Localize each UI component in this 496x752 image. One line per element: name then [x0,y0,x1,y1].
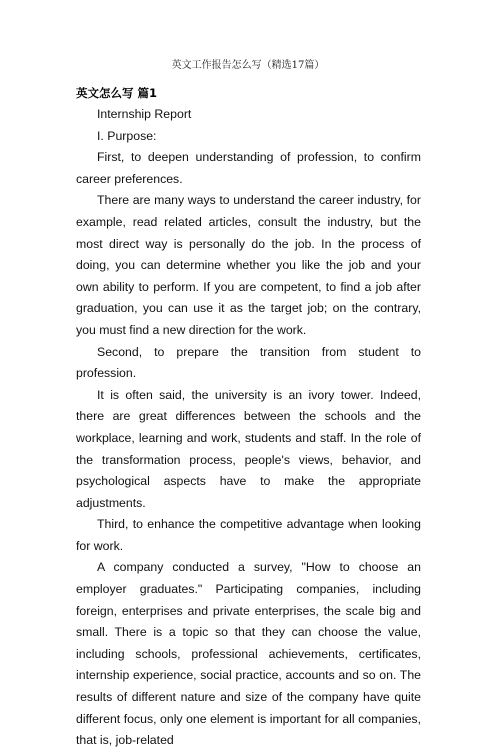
paragraph: A company conducted a survey, "How to choose an employer graduates." Participating companies, including foreign, enterprises and private enterprises, the scale big and small. There is a topic so that they can choose the value, including schools, professional achievements, certificates, internship experience, social practice, accounts and so on. The results of different nature and size of the company have quite different focus, only one element is important for all companies, that is, job-related [76,560,421,748]
paragraph: It is often said, the university is an ivory tower. Indeed, there are great differences between the schools and the workplace, learning and work, students and staff. In the role of the transformation process, people's views, behavior, and psychological aspects have to make the appropriate adjustments. [76,387,421,510]
section-heading: 英文怎么写 篇1 [76,86,158,100]
paragraph: Second, to prepare the transition from student to profession. [76,344,421,381]
paragraph-purpose-heading: I. Purpose: [97,128,157,143]
paragraph: First, to deepen understanding of profession, to confirm career preferences. [76,150,421,186]
paragraph: Third, to enhance the competitive advantage when looking for work. [76,517,421,553]
document-header: 英文工作报告怎么写（精选17篇） [171,60,325,71]
paragraph: There are many ways to understand the career industry, for example, read related articles, consult the industry, but the most direct way is personally do the job. In the process of doing, you can determine whether you like the job and your own ability to perform. If you are competent, to find a job after graduation, you can use it as the target job; on the contrary, you must find a new direction for the work. [76,193,421,337]
document-body [76,104,421,752]
paragraph-report-title: Internship Report [97,107,192,121]
